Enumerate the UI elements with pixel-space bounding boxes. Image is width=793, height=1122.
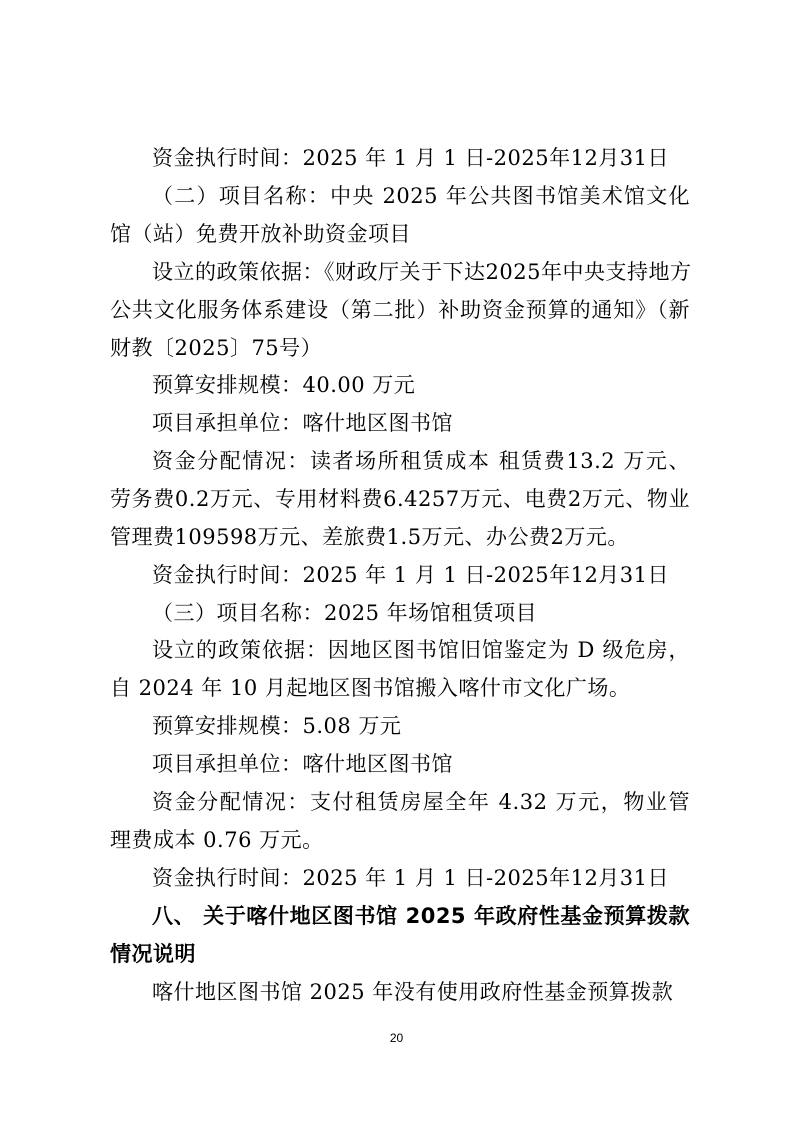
text-line: 资金执行时间：2025 年 1 月 1 日-2025年12月31日 (152, 563, 670, 587)
text-line: （三）项目名称：2025 年场馆租赁项目 (152, 601, 538, 625)
text-line: 项目承担单位：喀什地区图书馆 (152, 411, 453, 435)
text-line: 管理费109598万元、差旅费1.5万元、办公费2万元。 (110, 525, 629, 549)
heading-line: 情况说明 (110, 942, 196, 966)
text-line: 资金分配情况：读者场所租赁成本 租赁费13.2 万元、 (152, 449, 690, 473)
page-number: 20 (389, 1031, 404, 1045)
text-line: 自 2024 年 10 月起地区图书馆搬入喀什市文化广场。 (110, 676, 631, 700)
text-line: 资金分配情况：支付租赁房屋全年 4.32 万元，物业管 (152, 790, 690, 814)
text-line: 公共文化服务体系建设（第二批）补助资金预算的通知》（新 (110, 298, 690, 322)
text-line: 财教〔2025〕75号） (110, 336, 323, 360)
text-line: 劳务费0.2万元、专用材料费6.4257万元、电费2万元、物业 (110, 487, 690, 511)
text-line: 预算安排规模：40.00 万元 (152, 373, 416, 397)
text-line: 喀什地区图书馆 2025 年没有使用政府性基金预算拨款 (152, 980, 674, 1004)
text-line: 馆（站）免费开放补助资金项目 (110, 222, 411, 246)
text-line: 资金执行时间：2025 年 1 月 1 日-2025年12月31日 (152, 866, 670, 890)
heading-line: 八、 关于喀什地区图书馆 2025 年政府性基金预算拨款 (152, 904, 690, 928)
text-line: 项目承担单位：喀什地区图书馆 (152, 752, 453, 776)
text-line: 设立的政策依据：因地区图书馆旧馆鉴定为 D 级危房， (152, 638, 690, 662)
text-line: 理费成本 0.76 万元。 (110, 828, 324, 852)
text-line: 预算安排规模：5.08 万元 (152, 714, 402, 738)
text-line: 设立的政策依据：《财政厅关于下达2025年中央支持地方 (152, 260, 692, 284)
text-line: 资金执行时间：2025 年 1 月 1 日-2025年12月31日 (152, 146, 670, 170)
text-line: （二）项目名称：中央 2025 年公共图书馆美术馆文化 (152, 184, 690, 208)
